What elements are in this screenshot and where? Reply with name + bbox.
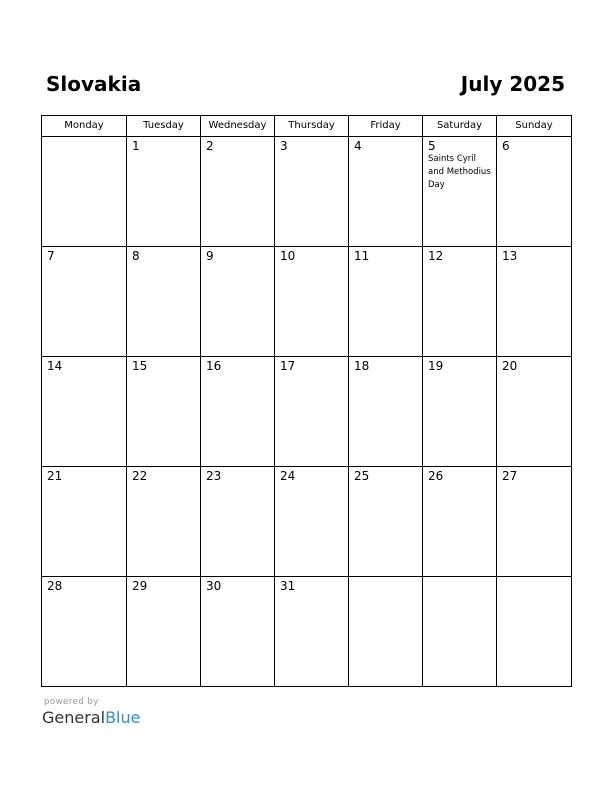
- day-number: 22: [132, 469, 148, 483]
- day-number: [497, 577, 571, 579]
- day-number: 6: [502, 139, 510, 153]
- calendar-grid: [41, 115, 572, 687]
- day-number: 3: [280, 139, 288, 153]
- day-number: 12: [428, 249, 444, 263]
- day-number: 17: [280, 359, 296, 373]
- day-cell: [275, 247, 349, 357]
- day-number: 29: [132, 579, 148, 593]
- day-number: 10: [280, 249, 296, 263]
- day-number: 2: [206, 139, 214, 153]
- week-row: [42, 467, 572, 577]
- day-cell: [497, 467, 572, 577]
- day-number: 16: [206, 359, 222, 373]
- day-cell: [127, 577, 201, 687]
- day-cell: [423, 247, 497, 357]
- day-cell: [349, 577, 423, 687]
- day-cell: [201, 577, 275, 687]
- day-cell: [42, 467, 127, 577]
- holiday-label: Saints Cyril and Methodius Day: [428, 154, 491, 190]
- day-cell: [423, 577, 497, 687]
- weekday-header-sunday: Sunday: [497, 116, 572, 137]
- day-cell: [201, 247, 275, 357]
- day-cell: [275, 137, 349, 247]
- day-number: [423, 577, 496, 579]
- day-cell: [497, 247, 572, 357]
- day-number: [42, 137, 126, 139]
- day-cell: [349, 357, 423, 467]
- day-number: 8: [132, 249, 140, 263]
- weekday-header-wednesday: Wednesday: [201, 116, 275, 137]
- day-cell: [423, 467, 497, 577]
- weekday-header-tuesday: Tuesday: [127, 116, 201, 137]
- day-number: 25: [354, 469, 370, 483]
- weekday-header-saturday: Saturday: [423, 116, 497, 137]
- day-cell: [497, 137, 572, 247]
- weekday-header-row: [42, 116, 572, 137]
- day-number: 7: [47, 249, 55, 263]
- day-cell: [275, 467, 349, 577]
- day-cell: [42, 577, 127, 687]
- day-number: 24: [280, 469, 296, 483]
- week-row: [42, 247, 572, 357]
- day-number: 14: [47, 359, 63, 373]
- powered-by-label: powered by: [44, 697, 99, 707]
- brand-general-text: General: [42, 708, 106, 727]
- day-cell: [497, 357, 572, 467]
- day-number: 11: [354, 249, 370, 263]
- day-cell: [275, 357, 349, 467]
- day-number: 4: [354, 139, 362, 153]
- day-cell: [349, 247, 423, 357]
- day-cell: [42, 357, 127, 467]
- day-number: 27: [502, 469, 518, 483]
- day-number: 23: [206, 469, 222, 483]
- day-cell: [275, 577, 349, 687]
- day-number: 5: [428, 139, 436, 153]
- day-cell: [127, 247, 201, 357]
- day-cell: [127, 467, 201, 577]
- day-number: 20: [502, 359, 518, 373]
- weekday-header-thursday: Thursday: [275, 116, 349, 137]
- day-number: 26: [428, 469, 444, 483]
- week-row: [42, 577, 572, 687]
- day-cell: [127, 137, 201, 247]
- day-cell: [423, 357, 497, 467]
- day-cell: [42, 247, 127, 357]
- day-cell: [42, 137, 127, 247]
- day-cell: [201, 357, 275, 467]
- day-number: 19: [428, 359, 444, 373]
- brand-blue-text: Blue: [105, 708, 141, 727]
- month-year-title: July 2025: [460, 72, 565, 96]
- day-cell: [349, 137, 423, 247]
- weekday-header-friday: Friday: [349, 116, 423, 137]
- day-number: 18: [354, 359, 370, 373]
- week-row: [42, 357, 572, 467]
- day-number: 28: [47, 579, 63, 593]
- weekday-header-monday: Monday: [42, 116, 127, 137]
- day-number: 21: [47, 469, 63, 483]
- day-cell: [349, 467, 423, 577]
- country-title: Slovakia: [46, 72, 142, 96]
- day-number: 1: [132, 139, 140, 153]
- day-number: 9: [206, 249, 214, 263]
- day-number: [349, 577, 422, 579]
- day-number: 31: [280, 579, 296, 593]
- generalblue-logo[interactable]: [42, 708, 140, 728]
- day-number: 15: [132, 359, 148, 373]
- day-number: 30: [206, 579, 222, 593]
- day-cell: [127, 357, 201, 467]
- day-cell: [201, 137, 275, 247]
- day-cell: [201, 467, 275, 577]
- day-cell: [423, 137, 497, 247]
- day-number: 13: [502, 249, 518, 263]
- day-cell: [497, 577, 572, 687]
- week-row: [42, 137, 572, 247]
